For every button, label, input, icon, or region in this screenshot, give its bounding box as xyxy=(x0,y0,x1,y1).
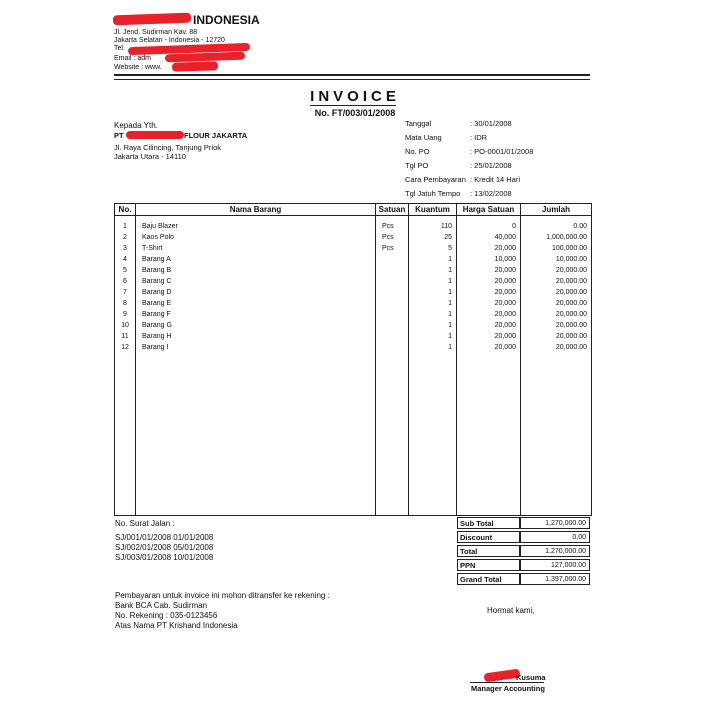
cell-unit xyxy=(376,254,408,265)
cell-no: 2 xyxy=(123,234,127,241)
cell-unit xyxy=(376,342,408,353)
payment-account-holder: Atas Nama PT Krishand Indonesia xyxy=(115,621,238,630)
payment-bank: Bank BCA Cab. Sudirman xyxy=(115,601,208,610)
meta-value-payment-method: : Kredit 14 Hari xyxy=(470,175,521,184)
cell-quantity: 25 xyxy=(444,234,452,241)
cell-amount: 20,000.00 xyxy=(555,300,587,307)
cell-unit-price: 20,000 xyxy=(494,245,516,252)
cell-quantity: 1 xyxy=(448,278,452,285)
meta-label-currency: Mata Uang xyxy=(405,133,442,142)
cell-unit xyxy=(376,276,408,287)
cell-amount: 0.00 xyxy=(573,223,587,230)
signature-role: Manager Accounting xyxy=(471,684,545,693)
cell-item-name: Barang H xyxy=(142,333,172,340)
redaction-mark xyxy=(113,13,191,26)
cell-unit-price: 20,000 xyxy=(494,289,516,296)
cell-quantity: 1 xyxy=(448,333,452,340)
total-label-total: Total xyxy=(457,545,520,557)
meta-label-payment-method: Cara Pembayaran xyxy=(405,175,466,184)
total-value-discount: 0.00 xyxy=(520,531,590,543)
cell-unit xyxy=(376,331,408,342)
total-value-vat: 127,000.00 xyxy=(520,559,590,571)
total-label-grand-total: Grand Total xyxy=(457,573,520,585)
cell-item-name: T-Shirt xyxy=(142,245,163,252)
cell-amount: 1,000,000.00 xyxy=(546,234,587,241)
column-amount xyxy=(521,216,592,516)
cell-no: 9 xyxy=(123,311,127,318)
cell-unit xyxy=(376,265,408,276)
cell-quantity: 110 xyxy=(440,223,452,230)
cell-unit xyxy=(376,298,408,309)
column-item-name xyxy=(136,216,376,516)
total-value-total: 1,270,000.00 xyxy=(520,545,590,557)
cell-item-name: Barang F xyxy=(142,311,171,318)
redaction-mark xyxy=(484,669,521,683)
cell-item-name: Baju Blazer xyxy=(142,223,178,230)
signature-closing: Hormat kami, xyxy=(487,606,535,615)
cell-quantity: 1 xyxy=(448,322,452,329)
title-underline xyxy=(310,105,396,106)
customer-label: Kepada Yth. xyxy=(114,121,158,130)
total-label-vat: PPN xyxy=(457,559,520,571)
cell-unit xyxy=(376,320,408,331)
cell-unit-price: 0 xyxy=(512,223,516,230)
total-label-subtotal: Sub Total xyxy=(457,517,520,529)
cell-amount: 10,000.00 xyxy=(555,256,587,263)
meta-value-due-date: : 13/02/2008 xyxy=(470,189,512,198)
cell-quantity: 1 xyxy=(448,300,452,307)
signature-name: Kusuma xyxy=(516,673,546,682)
total-value-grand-total: 1,397,000.00 xyxy=(520,573,590,585)
cell-amount: 20,000.00 xyxy=(555,311,587,318)
header-divider xyxy=(114,74,590,76)
cell-item-name: Kaos Polo xyxy=(142,234,174,241)
cell-unit-price: 20,000 xyxy=(494,311,516,318)
cell-no: 10 xyxy=(121,322,129,329)
cell-amount: 20,000.00 xyxy=(555,333,587,340)
company-address-1: Jl. Jend. Sudirman Kav. 88 xyxy=(114,29,198,36)
cell-item-name: Barang D xyxy=(142,289,172,296)
table-header-row xyxy=(115,204,592,216)
header-item-name: Nama Barang xyxy=(136,204,376,216)
cell-no: 3 xyxy=(123,245,127,252)
cell-amount: 20,000.00 xyxy=(555,289,587,296)
cell-no: 6 xyxy=(123,278,127,285)
cell-amount: 20,000.00 xyxy=(555,278,587,285)
column-unit-price xyxy=(457,216,521,516)
cell-no: 4 xyxy=(123,256,127,263)
customer-name-prefix: PT xyxy=(114,131,124,140)
meta-value-po: : PO-0001/01/2008 xyxy=(470,147,534,156)
cell-unit-price: 20,000 xyxy=(494,333,516,340)
payment-intro: Pembayaran untuk invoice ini mohon ditransfer ke rekening : xyxy=(115,591,330,600)
meta-label-po-date: Tgl PO xyxy=(405,161,429,170)
meta-label-date: Tanggal xyxy=(405,119,432,128)
cell-no: 12 xyxy=(121,344,129,351)
company-website: Website : www. xyxy=(114,64,162,71)
cell-item-name: Barang A xyxy=(142,256,171,263)
meta-label-due-date: Tgl Jatuh Tempo xyxy=(405,189,461,198)
cell-no: 1 xyxy=(123,223,127,230)
total-value-subtotal: 1,270,000.00 xyxy=(520,517,590,529)
delivery-note-item: SJ/003/01/2008 10/01/2008 xyxy=(115,553,214,562)
header-no: No. xyxy=(115,204,136,216)
cell-quantity: 5 xyxy=(448,245,452,252)
total-label-discount: Discount xyxy=(457,531,520,543)
cell-unit-price: 20,000 xyxy=(494,322,516,329)
company-email: Email : adm xyxy=(114,55,151,62)
items-table xyxy=(114,203,592,516)
cell-unit-price: 20,000 xyxy=(494,278,516,285)
cell-amount: 100,000.00 xyxy=(551,245,587,252)
cell-item-name: Barang E xyxy=(142,300,172,307)
cell-quantity: 1 xyxy=(448,311,452,318)
meta-label-po: No. PO xyxy=(405,147,430,156)
cell-quantity: 1 xyxy=(448,344,452,351)
header-divider-thin xyxy=(114,79,590,80)
cell-unit-price: 20,000 xyxy=(494,300,516,307)
column-quantity xyxy=(409,216,457,516)
cell-item-name: Barang I xyxy=(142,344,169,351)
header-unit: Satuan xyxy=(376,204,409,216)
cell-unit: Pcs xyxy=(382,223,394,230)
cell-item-name: Barang C xyxy=(142,278,172,285)
company-name: INDONESIA xyxy=(193,13,260,27)
meta-value-po-date: : 25/01/2008 xyxy=(470,161,512,170)
cell-no: 11 xyxy=(121,333,129,340)
cell-unit xyxy=(376,287,408,298)
customer-name-suffix: FLOUR JAKARTA xyxy=(184,131,248,140)
meta-value-date: : 30/01/2008 xyxy=(470,119,512,128)
table-body xyxy=(115,216,592,516)
delivery-note-item: SJ/001/01/2008 01/01/2008 xyxy=(115,533,214,542)
redaction-mark xyxy=(126,131,184,139)
cell-amount: 20,000.00 xyxy=(555,267,587,274)
delivery-note-label: No. Surat Jalan : xyxy=(115,519,175,528)
customer-address-2: Jakarta Utara - 14110 xyxy=(114,152,186,161)
company-address-2: Jakarta Selatan - Indonesia - 12720 xyxy=(114,37,225,44)
cell-unit-price: 40,000 xyxy=(494,234,516,241)
cell-no: 7 xyxy=(123,289,127,296)
customer-address-1: Jl. Raya Cilincing, Tanjung Priok xyxy=(114,143,221,152)
redaction-mark xyxy=(172,61,218,72)
header-unit-price: Harga Satuan xyxy=(457,204,521,216)
cell-unit-price: 20,000 xyxy=(494,344,516,351)
cell-quantity: 1 xyxy=(448,289,452,296)
payment-account-number: No. Rekening : 035-0123456 xyxy=(115,611,218,620)
cell-item-name: Barang G xyxy=(142,322,172,329)
column-unit xyxy=(376,216,409,516)
header-amount: Jumlah xyxy=(521,204,592,216)
cell-unit xyxy=(376,309,408,320)
invoice-title: INVOICE xyxy=(310,88,400,105)
signature-underline xyxy=(470,682,544,683)
cell-quantity: 1 xyxy=(448,267,452,274)
cell-unit: Pcs xyxy=(382,234,394,241)
meta-value-currency: : IDR xyxy=(470,133,488,142)
column-no xyxy=(115,216,136,516)
cell-quantity: 1 xyxy=(448,256,452,263)
cell-unit-price: 10,000 xyxy=(494,256,516,263)
header-quantity: Kuantum xyxy=(409,204,457,216)
cell-item-name: Barang B xyxy=(142,267,172,274)
cell-amount: 20,000.00 xyxy=(555,344,587,351)
cell-unit-price: 20,000 xyxy=(494,267,516,274)
cell-amount: 20,000.00 xyxy=(555,322,587,329)
company-tel: Tel. xyxy=(114,45,125,52)
invoice-number: No. FT/003/01/2008 xyxy=(314,108,396,118)
delivery-note-item: SJ/002/01/2008 05/01/2008 xyxy=(115,543,214,552)
cell-no: 8 xyxy=(123,300,127,307)
cell-no: 5 xyxy=(123,267,127,274)
cell-unit: Pcs xyxy=(382,245,394,252)
